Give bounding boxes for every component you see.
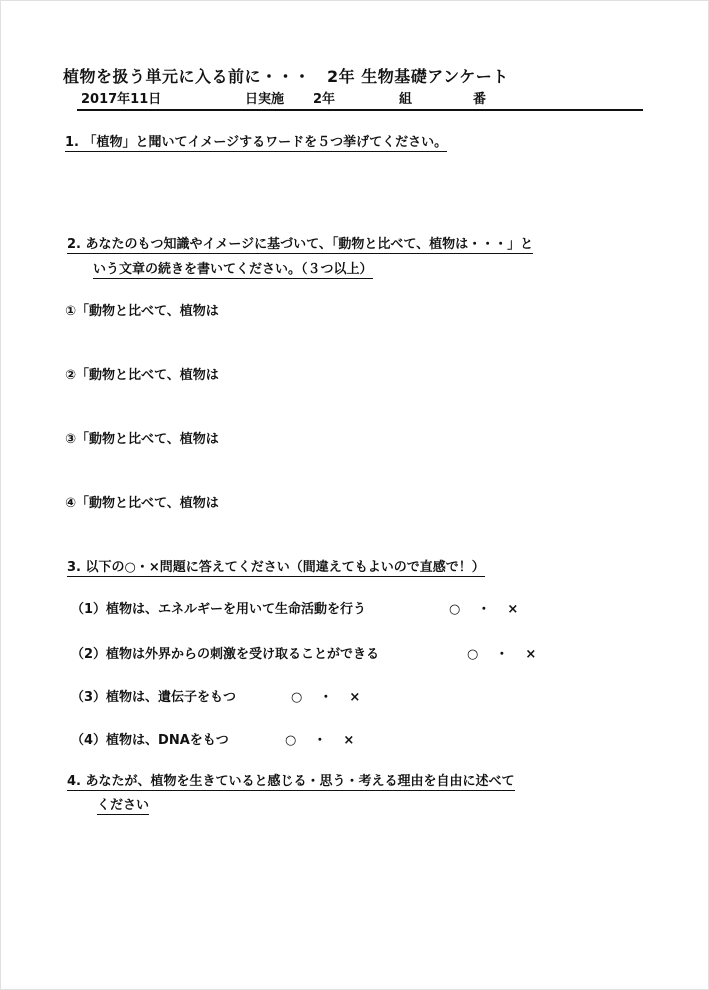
- question-4-line1: 4. あなたが、植物を生きていると感じる・思う・考える理由を自由に述べて: [67, 774, 515, 789]
- number-text: 番: [473, 92, 487, 107]
- question-2-line2: いう文章の続きを書いてください。（３つ以上）: [93, 262, 373, 277]
- q3-item-3-options[interactable]: ○ ・ ×: [291, 690, 363, 705]
- q2-item-1: ①「動物と比べて、植物は: [65, 304, 219, 319]
- question-3: 3. 以下の○・×問題に答えてください（間違えてもよいので直感で！）: [67, 560, 485, 575]
- q3-item-3-label: （3）植物は、遺伝子をもつ: [71, 690, 237, 705]
- group-text: 組: [399, 92, 413, 107]
- date-line: [77, 93, 643, 111]
- day-text: 日実施: [245, 92, 285, 107]
- q3-item-1-options[interactable]: ○ ・ ×: [449, 602, 521, 617]
- q3-item-4-label: （4）植物は、DNAをもつ: [71, 733, 229, 748]
- q2-item-3: ③「動物と比べて、植物は: [65, 432, 219, 447]
- question-1: 1. 「植物」と聞いてイメージするワードを５つ挙げてください。: [65, 135, 448, 150]
- survey-title: 植物を扱う単元に入る前に・・・ 2年 生物基礎アンケート: [63, 67, 509, 86]
- question-4-line2: ください: [97, 798, 150, 813]
- q3-item-2-label: （2）植物は外界からの刺激を受け取ることができる: [71, 647, 380, 662]
- q3-item-2-options[interactable]: ○ ・ ×: [467, 647, 539, 662]
- question-2-line1: 2. あなたのもつ知識やイメージに基づいて、「動物と比べて、植物は・・・」と: [67, 237, 534, 252]
- date-text: 2017年11日: [81, 92, 162, 107]
- q2-item-2: ②「動物と比べて、植物は: [65, 368, 219, 383]
- q2-item-4: ④「動物と比べて、植物は: [65, 496, 219, 511]
- q3-item-1-label: （1）植物は、エネルギーを用いて生命活動を行う: [71, 602, 367, 617]
- grade-text: 2年: [313, 92, 336, 107]
- q3-item-4-options[interactable]: ○ ・ ×: [285, 733, 357, 748]
